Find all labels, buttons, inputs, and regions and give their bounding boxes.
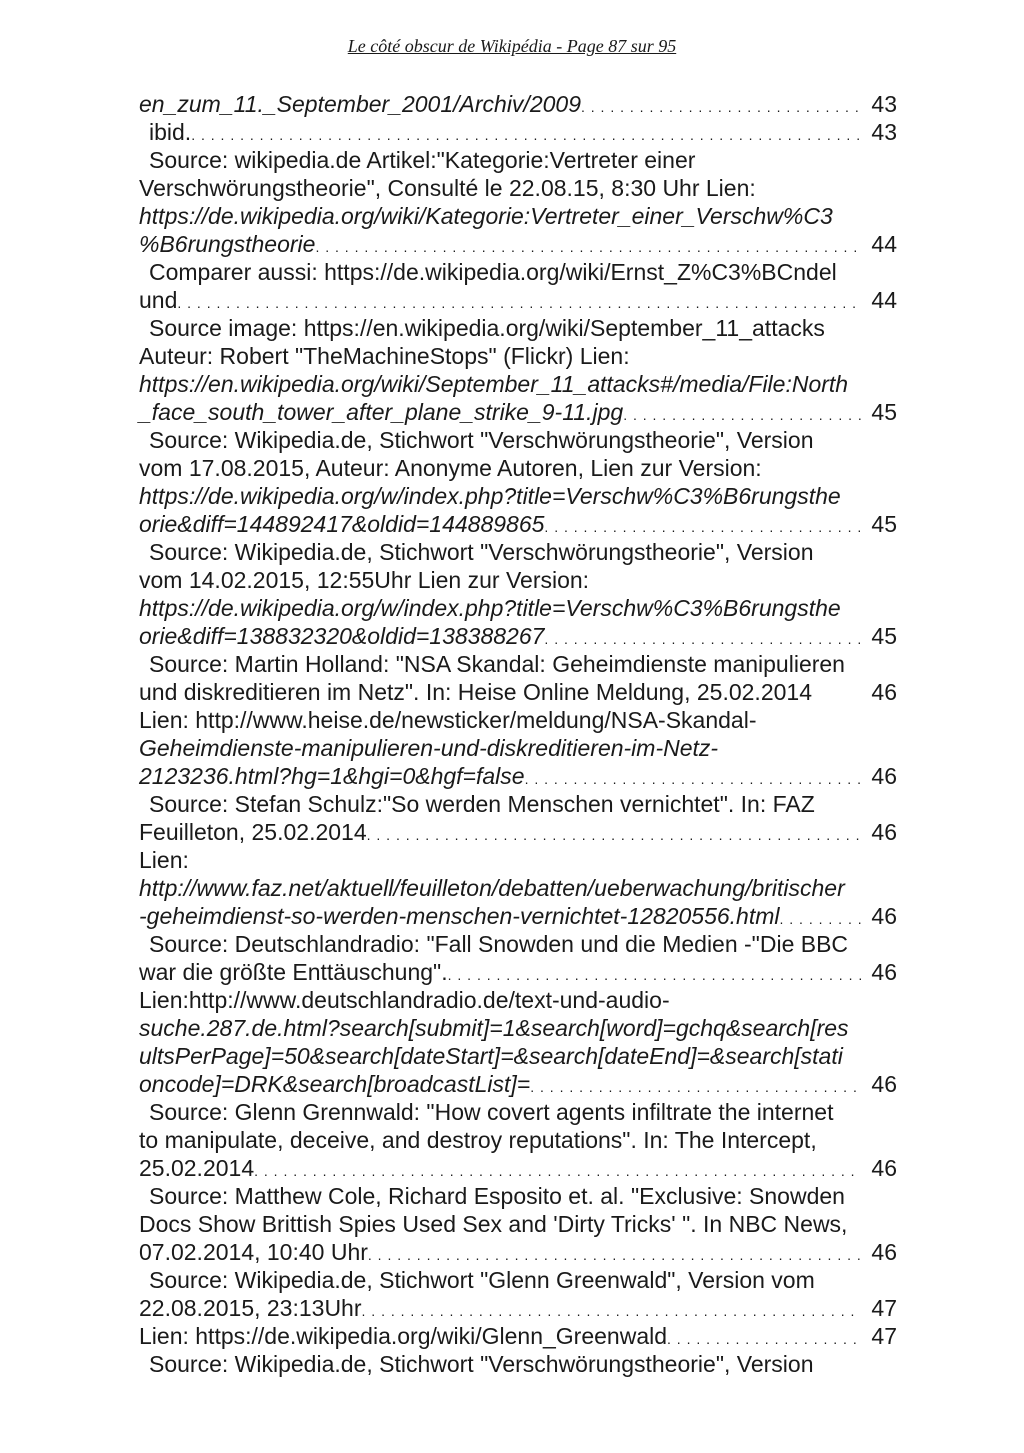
dot-leader (362, 1294, 861, 1325)
reference-line (139, 1126, 897, 1154)
reference-text: _face_south_tower_after_plane_strike_9-11.jpg (139, 399, 624, 425)
dot-leader (544, 510, 861, 541)
page-number: 46 (871, 1239, 897, 1265)
reference-line (139, 286, 897, 314)
reference-line (139, 790, 897, 818)
reference-text: Geheimdienste-manipulieren-und-diskreditieren-im-Netz- (139, 735, 719, 761)
reference-line (139, 398, 897, 426)
reference-text: suche.287.de.html?search[submit]=1&search[word]=gchq&search[res (139, 1015, 849, 1041)
reference-line (139, 706, 897, 734)
dot-leader (448, 958, 861, 989)
reference-text: -geheimdienst-so-werden-menschen-vernichtet-12820556.html (139, 903, 780, 929)
reference-line (139, 678, 897, 706)
reference-text: war die größte Enttäuschung". (139, 959, 448, 985)
page-number: 46 (871, 763, 897, 789)
page-number: 45 (871, 623, 897, 649)
reference-text: Lien: http://www.heise.de/newsticker/meldung/NSA-Skandal- (139, 707, 757, 733)
reference-line (139, 1238, 897, 1266)
reference-line (139, 874, 897, 902)
page-number: 45 (871, 399, 897, 425)
reference-text: 2123236.html?hg=1&hgi=0&hgf=false (139, 763, 525, 789)
page-number: 46 (871, 819, 897, 845)
dot-leader (525, 762, 861, 793)
reference-text: Comparer aussi: https://de.wikipedia.org/wiki/Ernst_Z%C3%BCndel (149, 259, 837, 285)
page-number: 44 (871, 287, 897, 313)
reference-text: Source: Wikipedia.de, Stichwort "Glenn Greenwald", Version vom (149, 1267, 815, 1293)
reference-text: ibid. (149, 119, 192, 145)
reference-line (139, 258, 897, 286)
reference-line (139, 370, 897, 398)
reference-line (139, 230, 897, 258)
reference-line (139, 986, 897, 1014)
reference-line (139, 1042, 897, 1070)
reference-line (139, 1294, 897, 1322)
page-number: 46 (871, 1155, 897, 1181)
reference-line (139, 1266, 897, 1294)
reference-text: oncode]=DRK&search[broadcastList]= (139, 1071, 531, 1097)
reference-text: Lien:http://www.deutschlandradio.de/text-und-audio- (139, 987, 670, 1013)
reference-text: Source: Martin Holland: "NSA Skandal: Geheimdienste manipulieren (149, 651, 845, 677)
reference-text: Lien: https://de.wikipedia.org/wiki/Glenn_Greenwald (139, 1323, 668, 1349)
page-number: 45 (871, 511, 897, 537)
reference-text: 25.02.2014 (139, 1155, 255, 1181)
page-number: 46 (871, 679, 897, 705)
reference-text: https://de.wikipedia.org/w/index.php?title=Verschw%C3%B6rungsthe (139, 483, 841, 509)
reference-line (139, 426, 897, 454)
reference-text: Source: Deutschlandradio: "Fall Snowden und die Medien -"Die BBC (149, 931, 849, 957)
reference-line (139, 314, 897, 342)
reference-text: en_zum_11._September_2001/Archiv/2009 (139, 91, 581, 117)
reference-text: Auteur: Robert "TheMachineStops" (Flickr) Lien: (139, 343, 630, 369)
page-number: 44 (871, 231, 897, 257)
reference-line (139, 510, 897, 538)
reference-text: %B6rungstheorie (139, 231, 316, 257)
reference-text: Feuilleton, 25.02.2014 (139, 819, 367, 845)
reference-line (139, 90, 897, 118)
reference-text: Docs Show Brittish Spies Used Sex and 'Dirty Tricks' ". In NBC News, (139, 1211, 848, 1237)
page-number: 47 (871, 1295, 897, 1321)
reference-line (139, 930, 897, 958)
reference-line (139, 174, 897, 202)
reference-line (139, 902, 897, 930)
reference-text: https://de.wikipedia.org/w/index.php?title=Verschw%C3%B6rungsthe (139, 595, 841, 621)
reference-line (139, 650, 897, 678)
dot-leader (177, 286, 861, 317)
reference-line (139, 1322, 897, 1350)
reference-text: Source: Wikipedia.de, Stichwort "Verschwörungstheorie", Version (149, 539, 814, 565)
reference-line (139, 1098, 897, 1126)
reference-line (139, 566, 897, 594)
reference-line (139, 342, 897, 370)
dot-leader (780, 902, 862, 933)
reference-text: und diskreditieren im Netz". In: Heise Online Meldung, 25.02.2014 (139, 679, 812, 705)
dot-leader (581, 90, 861, 121)
reference-text: orie&diff=144892417&oldid=144889865 (139, 511, 545, 537)
reference-text: und (139, 287, 178, 313)
reference-line (139, 622, 897, 650)
dot-leader (623, 398, 861, 429)
page-number: 46 (871, 959, 897, 985)
page-number: 43 (871, 119, 897, 145)
reference-text: to manipulate, deceive, and destroy reputations". In: The Intercept, (139, 1127, 817, 1153)
reference-line (139, 1070, 897, 1098)
reference-line (139, 146, 897, 174)
page-number: 43 (871, 91, 897, 117)
reference-line (139, 762, 897, 790)
reference-line (139, 846, 897, 874)
reference-text: 07.02.2014, 10:40 Uhr (139, 1239, 368, 1265)
dot-leader (191, 118, 861, 149)
reference-line (139, 482, 897, 510)
reference-text: vom 17.08.2015, Auteur: Anonyme Autoren, Lien zur Version: (139, 455, 762, 481)
reference-text: http://www.faz.net/aktuell/feuilleton/debatten/ueberwachung/britischer (139, 875, 845, 901)
reference-text: Source: Wikipedia.de, Stichwort "Verschwörungstheorie", Version (149, 1351, 814, 1377)
reference-text: Source image: https://en.wikipedia.org/wiki/September_11_attacks (149, 315, 825, 341)
reference-text: vom 14.02.2015, 12:55Uhr Lien zur Version: (139, 567, 590, 593)
dot-leader (667, 1322, 861, 1353)
dot-leader (367, 818, 861, 849)
reference-line (139, 1014, 897, 1042)
references-list (139, 90, 897, 1378)
reference-text: Source: wikipedia.de Artikel:"Kategorie:Vertreter einer (149, 147, 696, 173)
reference-text: Source: Glenn Grennwald: "How covert agents infiltrate the internet (149, 1099, 834, 1125)
page-number: 47 (871, 1323, 897, 1349)
reference-line (139, 1182, 897, 1210)
dot-leader (530, 1070, 861, 1101)
reference-text: Source: Stefan Schulz:"So werden Menschen vernichtet". In: FAZ (149, 791, 815, 817)
reference-text: ultsPerPage]=50&search[dateStart]=&search[dateEnd]=&search[stati (139, 1043, 843, 1069)
dot-leader (254, 1154, 861, 1185)
page-number: 46 (871, 903, 897, 929)
reference-text: orie&diff=138832320&oldid=138388267 (139, 623, 545, 649)
reference-line (139, 1210, 897, 1238)
reference-text: Lien: (139, 847, 189, 873)
reference-line (139, 818, 897, 846)
reference-line (139, 594, 897, 622)
reference-line (139, 1154, 897, 1182)
dot-leader (315, 230, 861, 261)
reference-text: Source: Wikipedia.de, Stichwort "Verschwörungstheorie", Version (149, 427, 814, 453)
page-number: 46 (871, 1071, 897, 1097)
reference-text: Verschwörungstheorie", Consulté le 22.08.15, 8:30 Uhr Lien: (139, 175, 756, 201)
reference-line (139, 202, 897, 230)
reference-text: Source: Matthew Cole, Richard Esposito et. al. "Exclusive: Snowden (149, 1183, 845, 1209)
reference-line (139, 118, 897, 146)
reference-text: https://de.wikipedia.org/wiki/Kategorie:Vertreter_einer_Verschw%C3 (139, 203, 833, 229)
dot-leader (368, 1238, 861, 1269)
reference-text: https://en.wikipedia.org/wiki/September_11_attacks#/media/File:North (139, 371, 849, 397)
page-header: Le côté obscur de Wikipédia - Page 87 sur 95 (347, 36, 677, 56)
reference-text: 22.08.2015, 23:13Uhr (139, 1295, 362, 1321)
reference-line (139, 538, 897, 566)
reference-line (139, 734, 897, 762)
reference-line (139, 958, 897, 986)
reference-line (139, 1350, 897, 1378)
dot-leader (544, 622, 861, 653)
reference-line (139, 454, 897, 482)
